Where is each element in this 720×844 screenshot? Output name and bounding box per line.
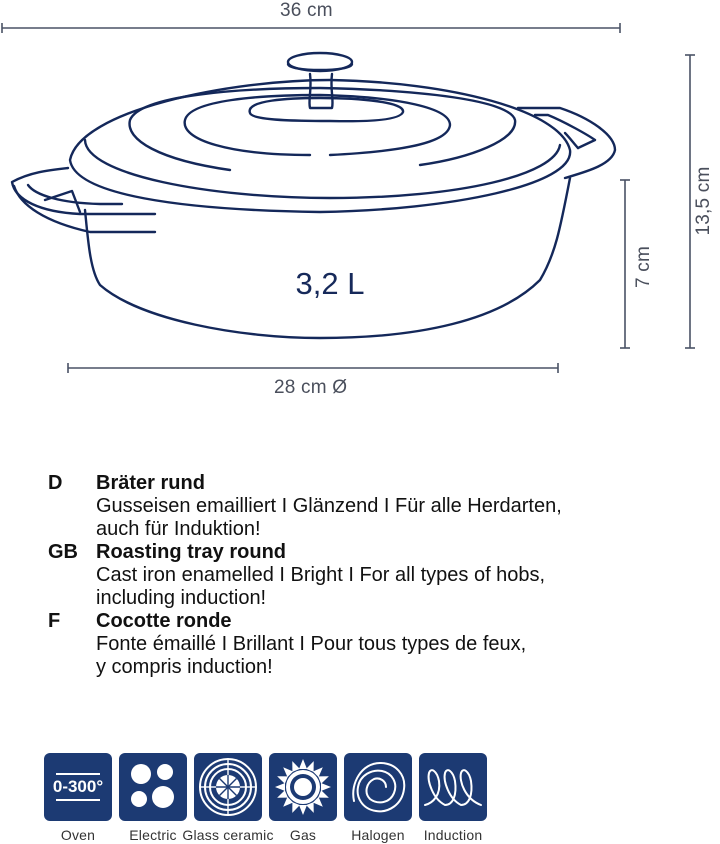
total-height-dimension-label: 13,5 cm (693, 166, 714, 236)
icon-electric (119, 753, 187, 843)
description-f (48, 610, 708, 679)
diameter-dimension-label: 28 cm Ø (274, 377, 348, 398)
icon-halogen (344, 753, 412, 843)
product-description-line: including induction! (96, 587, 267, 609)
gas-flame-icon (269, 753, 337, 821)
oven-icon (44, 753, 112, 821)
width-dimension-label: 36 cm (280, 0, 333, 21)
icon-induction (419, 753, 487, 843)
product-title: Roasting tray round (96, 541, 287, 563)
language-code: GB (48, 541, 78, 563)
language-code: D (48, 472, 63, 494)
product-title: Bräter rund (96, 472, 205, 494)
volume-label: 3,2 L (295, 266, 365, 301)
body-height-dimension-label: 7 cm (633, 246, 654, 288)
product-title: Cocotte ronde (96, 610, 232, 632)
description-gb (48, 541, 708, 610)
product-description-line: Fonte émaillé I Brillant I Pour tous types de feux, (96, 633, 527, 655)
roasting-pot-drawing (0, 0, 720, 420)
electric-hob-icon (119, 753, 187, 821)
icon-label: Glass ceramic (182, 827, 274, 843)
icon-label: Electric (129, 827, 177, 843)
icon-label: Induction (423, 827, 483, 843)
halogen-spiral-icon (344, 753, 412, 821)
product-description-line: auch für Induktion! (96, 518, 261, 540)
description-de (48, 472, 708, 541)
icon-label: Gas (289, 827, 317, 843)
induction-coil-icon (419, 753, 487, 821)
product-descriptions (48, 472, 708, 679)
icon-label: Halogen (351, 827, 405, 843)
icon-label: Oven (60, 827, 96, 843)
icon-gas (269, 753, 337, 843)
heat-source-icons (44, 753, 487, 843)
product-description-line: Cast iron enamelled I Bright I For all types of hobs, (96, 564, 546, 586)
language-code: F (48, 610, 61, 632)
icon-glass-ceramic (182, 753, 274, 843)
icon-oven (44, 753, 112, 843)
product-description-line: y compris induction! (96, 656, 273, 678)
glass-ceramic-icon (194, 753, 262, 821)
product-description-line: Gusseisen emailliert I Glänzend I Für alle Herdarten, (96, 495, 562, 517)
oven-temperature: 0-300° (52, 777, 104, 796)
